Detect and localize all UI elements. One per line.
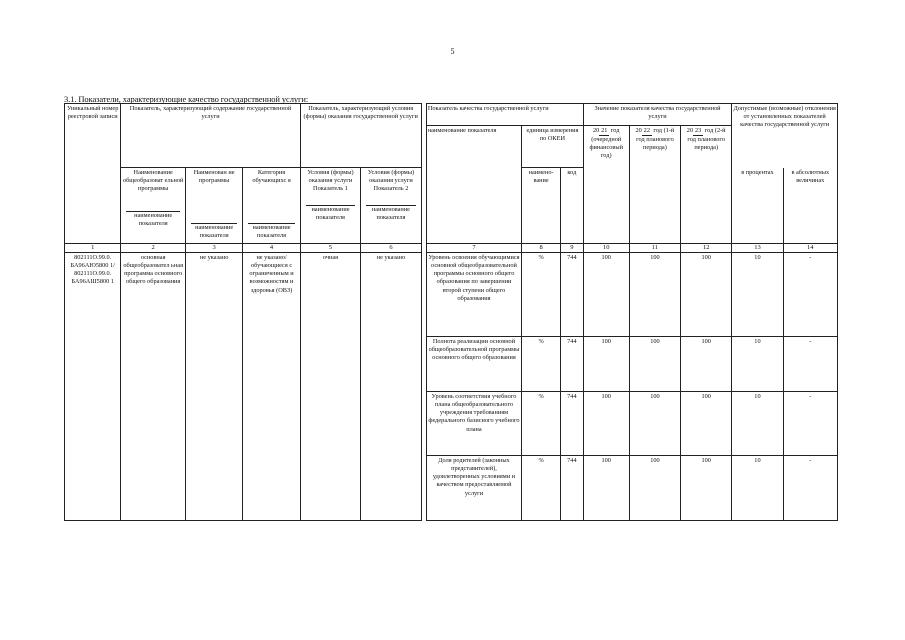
col-number: 10 bbox=[583, 244, 629, 253]
header-value-group: Значение показателя качества государственной услуги bbox=[583, 104, 732, 126]
indicator-dev-absolute: - bbox=[783, 456, 837, 521]
indicator-value-3: 100 bbox=[681, 456, 732, 521]
indicator-dev-percent: 10 bbox=[732, 392, 783, 456]
indicator-value-1: 100 bbox=[583, 392, 629, 456]
table-row bbox=[65, 253, 838, 337]
indicator-code: 744 bbox=[561, 456, 584, 521]
indicator-value-2: 100 bbox=[629, 253, 680, 337]
header-quality-group: Показатель качества государственной услуги bbox=[426, 104, 583, 126]
indicator-unit: % bbox=[522, 456, 561, 521]
indicator-dev-absolute: - bbox=[783, 253, 837, 337]
quality-indicators-table bbox=[64, 103, 838, 521]
indicator-name: Полнота реализации основной общеобразовательной программы основного общего образования bbox=[426, 337, 521, 392]
indicator-dev-absolute: - bbox=[783, 392, 837, 456]
indicator-name: Уровень освоения обучающимися основной общеобразовательной программы основного общего образования по завершении второй ступени общего образования bbox=[426, 253, 521, 337]
sub-header-condition-1: Условия (формы) оказания услуги Показатель 1 наименование показателя bbox=[300, 168, 360, 244]
col-number: 6 bbox=[361, 244, 421, 253]
col-number: 3 bbox=[185, 244, 242, 253]
indicator-unit: % bbox=[522, 337, 561, 392]
indicator-value-2: 100 bbox=[629, 392, 680, 456]
indicator-code: 744 bbox=[561, 337, 584, 392]
section-title: 3.1. Показатели, характеризующие качество государственной услуги: bbox=[64, 94, 309, 104]
col-number: 13 bbox=[732, 244, 783, 253]
header-content-group: Показатель, характеризующий содержание государственной услуги bbox=[121, 104, 300, 168]
indicator-value-3: 100 bbox=[681, 392, 732, 456]
col-number: 2 bbox=[121, 244, 186, 253]
indicator-code: 744 bbox=[561, 392, 584, 456]
header-dev-absolute: в абсолютных величинах bbox=[783, 168, 837, 244]
header-year-1: 20 21 год (очередной финансовый год) bbox=[583, 126, 629, 244]
col-number: 14 bbox=[783, 244, 837, 253]
page-number: 5 bbox=[450, 47, 455, 56]
sub-header-condition-2: Условия (формы) оказания услуги Показатель 2 наименование показателя bbox=[361, 168, 421, 244]
col-number: 5 bbox=[300, 244, 360, 253]
indicator-unit: % bbox=[522, 392, 561, 456]
indicator-dev-percent: 10 bbox=[732, 337, 783, 392]
record-program: основная общеобразовател ьная программа основного общего образования bbox=[121, 253, 186, 521]
record-code: 802111О.99.0. БА96АЮ5800 1/ 802111О.99.0. БА96АШ5800 1 bbox=[65, 253, 121, 521]
header-unit-group: единица измерения по ОКЕИ bbox=[522, 126, 584, 168]
record-program-name: не указано bbox=[185, 253, 242, 521]
indicator-value-2: 100 bbox=[629, 337, 680, 392]
header-indicator-name: наименование показателя bbox=[426, 126, 521, 244]
record-indicator-2: не указано bbox=[361, 253, 421, 521]
header-deviation-group: Допустимые (возможные) отклонения от установленных показателей качества государственной услуги bbox=[732, 104, 838, 168]
indicator-code: 744 bbox=[561, 253, 584, 337]
col-number: 12 bbox=[681, 244, 732, 253]
sub-header-category: Категория обучающихс я наименование показателя bbox=[243, 168, 300, 244]
indicator-value-1: 100 bbox=[583, 456, 629, 521]
record-category: не указано/ обучающиеся с ограниченным и возможностям и здоровья (ОВЗ) bbox=[243, 253, 300, 521]
sub-header-program-name: Наименован ие программы наименование показателя bbox=[185, 168, 242, 244]
header-dev-percent: в процентах bbox=[732, 168, 783, 244]
col-number: 1 bbox=[65, 244, 121, 253]
header-conditions-group: Показатель, характеризующий условия (формы) оказания государственной услуги bbox=[300, 104, 421, 168]
header-year-2: 20 22 год (1-й год планового периода) bbox=[629, 126, 680, 244]
indicator-dev-absolute: - bbox=[783, 337, 837, 392]
col-number: 11 bbox=[629, 244, 680, 253]
indicator-value-1: 100 bbox=[583, 253, 629, 337]
indicator-unit: % bbox=[522, 253, 561, 337]
indicator-dev-percent: 10 bbox=[732, 253, 783, 337]
indicator-dev-percent: 10 bbox=[732, 456, 783, 521]
record-form: очная bbox=[300, 253, 360, 521]
indicator-name: Доля родителей (законных представителей), удовлетворенных условиями и качеством предоставляемой услуги bbox=[426, 456, 521, 521]
indicator-value-3: 100 bbox=[681, 337, 732, 392]
indicator-value-2: 100 bbox=[629, 456, 680, 521]
header-unit-code: код bbox=[561, 168, 584, 244]
col-number: 7 bbox=[426, 244, 521, 253]
indicator-value-3: 100 bbox=[681, 253, 732, 337]
col-number: 9 bbox=[561, 244, 584, 253]
indicator-name: Уровень соответствия учебного плана общеобразовательного учреждения требованиям федерального базисного учебного плана bbox=[426, 392, 521, 456]
col-number: 8 bbox=[522, 244, 561, 253]
col-number: 4 bbox=[243, 244, 300, 253]
header-unit-name: наимено- вание bbox=[522, 168, 561, 244]
indicator-value-1: 100 bbox=[583, 337, 629, 392]
header-year-3: 20 23 год (2-й год планового периода) bbox=[681, 126, 732, 244]
sub-header-program: Наименование общеобразоват ельной программы наименование показателя bbox=[121, 168, 186, 244]
header-unique-number: Уникальный номер реестровой записи bbox=[65, 104, 121, 168]
